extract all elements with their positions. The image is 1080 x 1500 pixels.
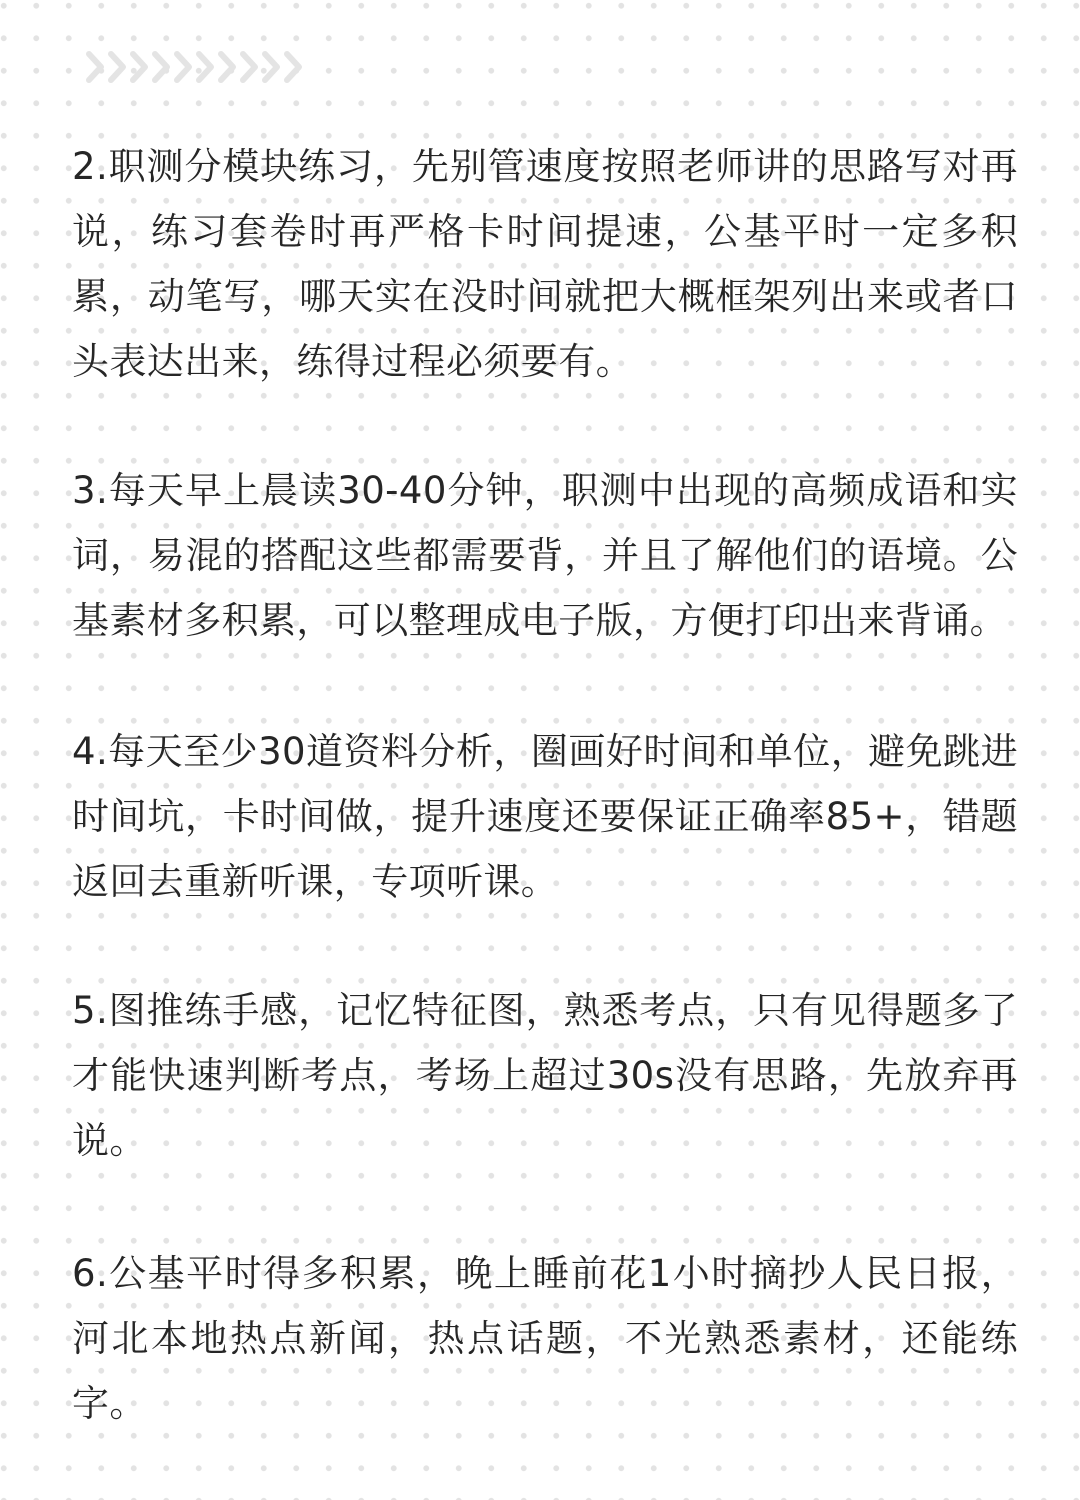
chevron-right-icon (84, 46, 106, 88)
chevron-right-icon (194, 46, 216, 88)
chevron-right-icon (282, 46, 304, 88)
article-body (72, 134, 1018, 1500)
chevron-right-icon (172, 46, 194, 88)
chevron-right-icon (260, 46, 282, 88)
paragraph-item-2: 2.职测分模块练习，先别管速度按照老师讲的思路写对再说，练习套卷时再严格卡时间提速，公基平时一定多积累，动笔写，哪天实在没时间就把大概框架列出来或者口头表达出来，练得过程必须要有。 (72, 145, 1018, 383)
paragraph-item-5: 5.图推练手感，记忆特征图，熟悉考点，只有见得题多了才能快速判断考点，考场上超过30s没有思路，先放弃再说。 (72, 989, 1018, 1162)
chevron-right-icon (238, 46, 260, 88)
chevron-right-icon (150, 46, 172, 88)
chevron-arrows-icon (84, 46, 304, 88)
paragraph-item-6: 6.公基平时得多积累，晚上睡前花1小时摘抄人民日报，河北本地热点新闻，热点话题，不光熟悉素材，还能练字。 (72, 1252, 1018, 1425)
chevron-right-icon (216, 46, 238, 88)
paragraph-item-4: 4.每天至少30道资料分析，圈画好时间和单位，避免跳进时间坑，卡时间做，提升速度还要保证正确率85+，错题返回去重新听课，专项听课。 (72, 730, 1018, 903)
paragraph-item-3: 3.每天早上晨读30-40分钟，职测中出现的高频成语和实词，易混的搭配这些都需要背，并且了解他们的语境。公基素材多积累，可以整理成电子版，方便打印出来背诵。 (72, 469, 1018, 642)
chevron-right-icon (106, 46, 128, 88)
chevron-right-icon (128, 46, 150, 88)
